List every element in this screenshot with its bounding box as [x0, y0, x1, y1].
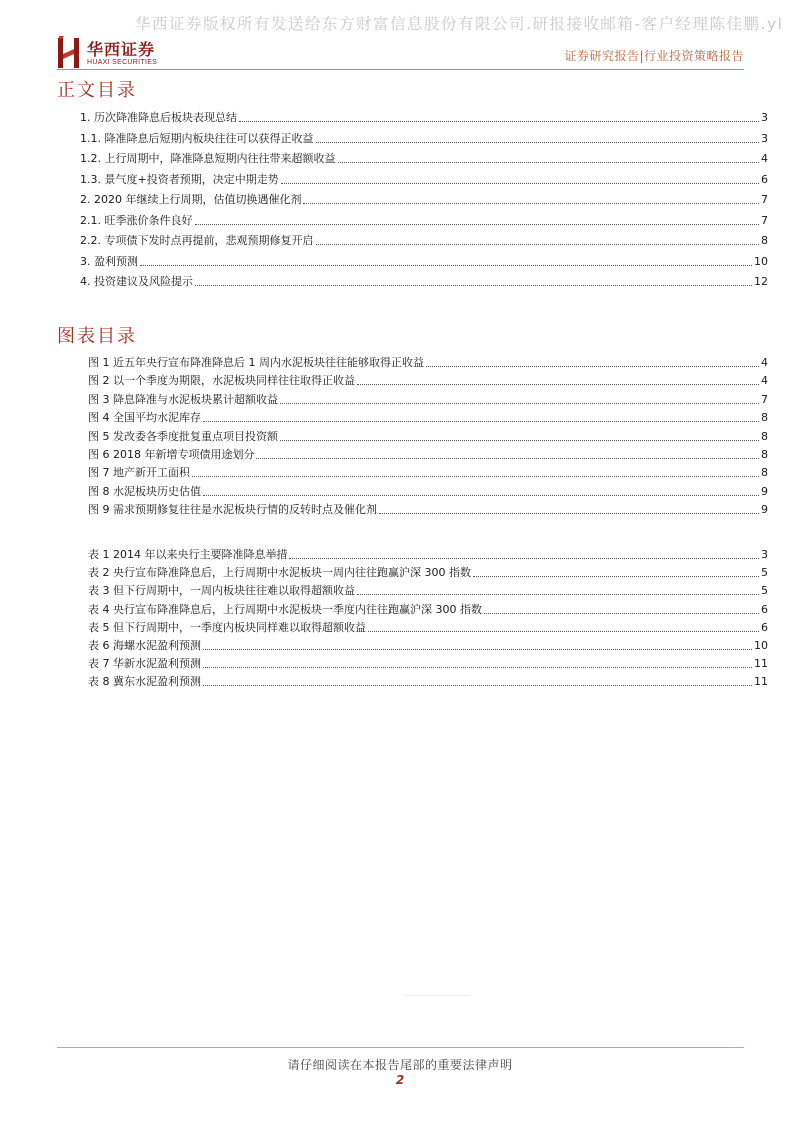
dot-leader — [203, 682, 752, 686]
table-entry-page: 3 — [761, 548, 768, 561]
table-entry-page: 6 — [761, 602, 768, 616]
toc-entry[interactable] — [80, 191, 768, 207]
toc-entry-label: 2. 2020 年继续上行周期，估值切换遇催化剂 — [80, 193, 302, 206]
logo-english-name: HUAXI SECURITIES — [87, 59, 158, 66]
dot-leader — [140, 262, 752, 266]
toc-entry[interactable] — [80, 273, 768, 289]
figure-entry-page: 8 — [761, 411, 768, 425]
toc-entry-label: 2.2. 专项债下发时点再提前，悲观预期修复开启 — [80, 234, 314, 247]
dot-leader — [379, 510, 759, 514]
dot-leader — [239, 118, 759, 122]
toc-entry-page: 10 — [754, 254, 768, 268]
figure-entry[interactable] — [88, 372, 768, 388]
watermark: 华西证券版权所有发送给东方财富信息股份有限公司.研报接收邮箱-客户经理陈佳鹏.yl — [135, 15, 784, 33]
table-entry-page: 11 — [754, 657, 768, 671]
toc-entry[interactable] — [80, 212, 768, 228]
toc-entry-page: 8 — [761, 234, 768, 247]
table-entry[interactable] — [88, 546, 768, 562]
dot-leader — [195, 221, 760, 225]
toc-entry[interactable] — [80, 130, 768, 146]
table-entry-label: 表 2 央行宣布降准降息后，上行周期中水泥板块一周内往往跑赢沪深 300 指数 — [88, 566, 471, 580]
figure-entry-label: 图 3 降息降准与水泥板块累计超额收益 — [88, 392, 278, 406]
dot-leader — [316, 241, 760, 245]
toc-title: 正文目录 — [57, 80, 137, 101]
table-entry-page: 5 — [761, 566, 768, 580]
toc-entry-label: 1.2. 上行周期中，降准降息短期内往往带来超额收益 — [80, 152, 336, 165]
dot-leader — [281, 180, 759, 184]
toc-entry-page: 7 — [761, 193, 768, 206]
table-entry[interactable] — [88, 564, 768, 580]
toc-entry-label: 2.1. 旺季涨价条件良好 — [80, 213, 193, 227]
figure-entry-page: 8 — [761, 429, 768, 443]
dot-leader — [203, 646, 752, 650]
toc-entry-label: 1.1. 降准降息后短期内板块往往可以获得正收益 — [80, 131, 314, 145]
dot-leader — [338, 159, 760, 163]
report-type: 证券研究报告|行业投资策略报告 — [564, 49, 744, 63]
table-entry[interactable] — [88, 637, 768, 653]
dot-leader — [303, 200, 759, 204]
toc-entry[interactable] — [80, 171, 768, 187]
dot-leader — [280, 437, 759, 441]
dot-leader — [195, 282, 752, 286]
table-entry-label: 表 1 2014 年以来央行主要降准降息举措 — [88, 548, 288, 561]
figures-title: 图表目录 — [57, 326, 137, 347]
figure-entry-label: 图 9 需求预期修复往往是水泥板块行情的反转时点及催化剂 — [88, 503, 377, 517]
page-number: 2 — [395, 1073, 405, 1087]
figure-entry[interactable] — [88, 464, 768, 480]
table-entry-label: 表 5 但下行周期中，一季度内板块同样难以取得超额收益 — [88, 620, 366, 634]
legal-notice: 请仔细阅读在本报告尾部的重要法律声明 — [287, 1058, 513, 1072]
dot-leader — [203, 664, 752, 668]
dot-leader — [426, 363, 759, 367]
toc-entry-page: 6 — [761, 172, 768, 186]
figure-entry-page: 4 — [761, 356, 768, 369]
toc-entry-page: 3 — [761, 131, 768, 145]
figure-entry-label: 图 7 地产新开工面积 — [88, 466, 190, 480]
figure-entry-label: 图 8 水泥板块历史估值 — [88, 484, 201, 498]
table-entry-page: 10 — [754, 639, 768, 652]
figure-entry[interactable] — [88, 446, 768, 462]
table-entry-label: 表 8 冀东水泥盈利预测 — [88, 675, 201, 689]
figure-entry-page: 9 — [761, 484, 768, 498]
toc-entry-page: 3 — [761, 111, 768, 124]
table-entry-page: 11 — [754, 675, 768, 689]
toc-entry-label: 1. 历次降准降息后板块表现总结 — [80, 111, 237, 124]
dot-leader — [316, 139, 760, 143]
company-logo — [57, 36, 197, 72]
table-entry[interactable] — [88, 582, 768, 598]
figure-entry-label: 图 4 全国平均水泥库存 — [88, 411, 201, 425]
figure-entry-page: 8 — [761, 466, 768, 480]
dot-leader — [203, 492, 759, 496]
dot-leader — [473, 573, 759, 577]
table-entry[interactable] — [88, 619, 768, 635]
toc-entry-label: 1.3. 景气度+投资者预期，决定中期走势 — [80, 172, 279, 186]
figure-entry[interactable] — [88, 409, 768, 425]
figure-entry[interactable] — [88, 483, 768, 499]
table-entry-label: 表 3 但下行周期中，一周内板块往往难以取得超额收益 — [88, 584, 355, 598]
figure-entry-page: 9 — [761, 503, 768, 517]
toc-entry[interactable] — [80, 232, 768, 248]
toc-entry-page: 12 — [754, 275, 768, 288]
divider — [405, 995, 470, 996]
figure-entry-page: 7 — [761, 392, 768, 406]
figure-entry-label: 图 2 以一个季度为期限，水泥板块同样往往取得正收益 — [88, 374, 355, 388]
dot-leader — [368, 628, 759, 632]
figure-entry-page: 4 — [761, 374, 768, 388]
figure-entry[interactable] — [88, 391, 768, 407]
table-entry[interactable] — [88, 673, 768, 689]
logo-chinese-name: 华西证券 — [87, 40, 156, 59]
figure-entry[interactable] — [88, 501, 768, 517]
footer-divider — [57, 1047, 744, 1048]
dot-leader — [289, 555, 759, 559]
figure-entry-label: 图 1 近五年央行宣布降准降息后 1 周内水泥板块往往能够取得正收益 — [88, 356, 424, 369]
toc-entry-label: 3. 盈利预测 — [80, 254, 138, 268]
dot-leader — [357, 381, 759, 385]
dot-leader — [203, 418, 759, 422]
dot-leader — [484, 610, 759, 614]
figure-entry-label: 图 6 2018 年新增专项债用途划分 — [88, 448, 255, 461]
toc-entry[interactable] — [80, 150, 768, 166]
table-entry-label: 表 4 央行宣布降准降息后，上行周期中水泥板块一季度内往往跑赢沪深 300 指数 — [88, 602, 482, 616]
table-entry[interactable] — [88, 655, 768, 671]
header-divider — [57, 69, 744, 70]
table-entry-label: 表 7 华新水泥盈利预测 — [88, 657, 201, 671]
dot-leader — [192, 473, 759, 477]
dot-leader — [256, 455, 759, 459]
dot-leader — [357, 591, 759, 595]
dot-leader — [280, 400, 759, 404]
figure-entry[interactable] — [88, 354, 768, 370]
toc-entry-page: 4 — [761, 152, 768, 165]
toc-entry-label: 4. 投资建议及风险提示 — [80, 275, 193, 288]
figure-entry[interactable] — [88, 428, 768, 444]
table-entry-page: 6 — [761, 620, 768, 634]
figure-entry-label: 图 5 发改委各季度批复重点项目投资额 — [88, 429, 278, 443]
table-entry[interactable] — [88, 601, 768, 617]
toc-entry-page: 7 — [761, 213, 768, 227]
figure-entry-page: 8 — [761, 448, 768, 461]
toc-entry[interactable] — [80, 109, 768, 125]
table-entry-label: 表 6 海螺水泥盈利预测 — [88, 639, 201, 652]
huaxi-logo-icon — [57, 36, 81, 70]
toc-entry[interactable] — [80, 253, 768, 269]
table-entry-page: 5 — [761, 584, 768, 598]
